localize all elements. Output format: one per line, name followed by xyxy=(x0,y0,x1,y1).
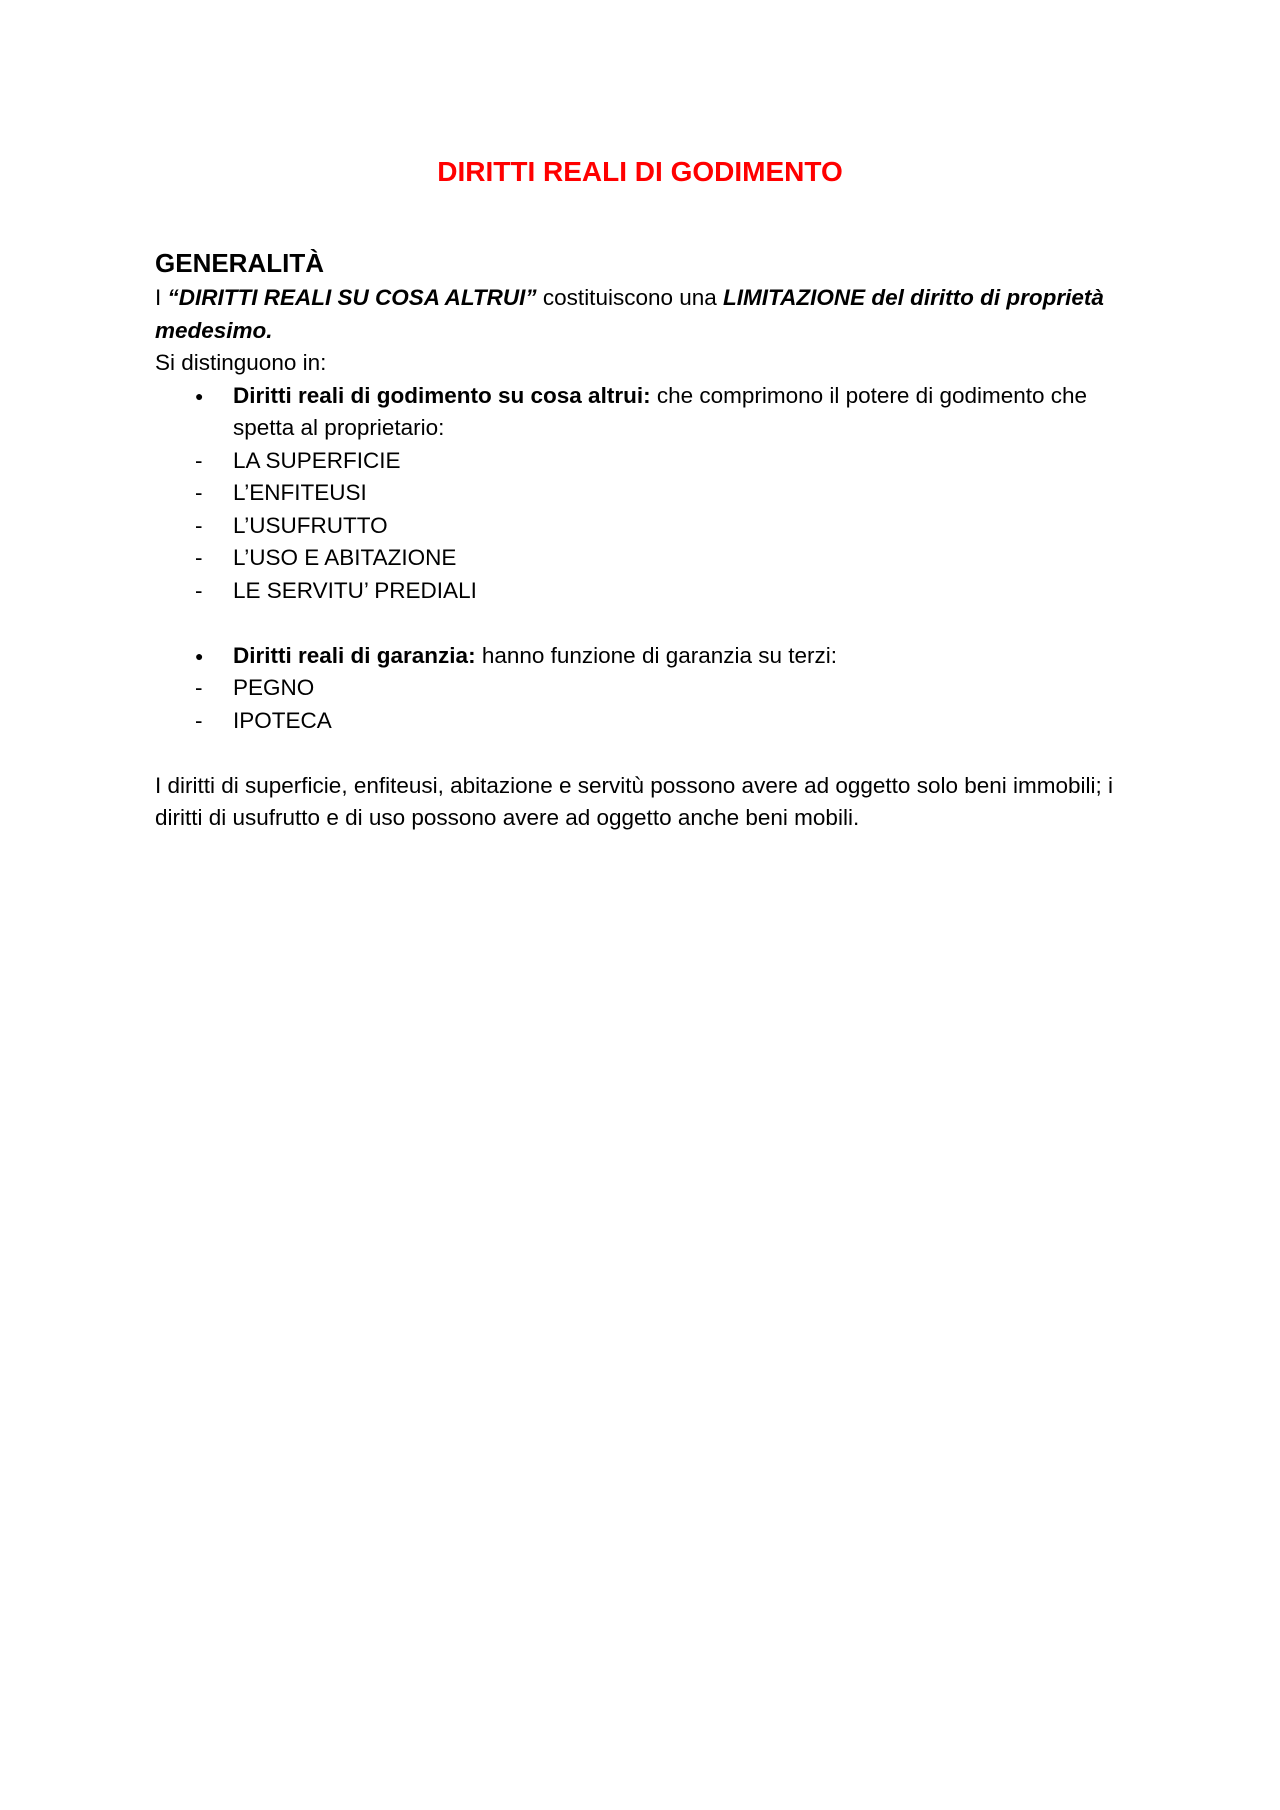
list-item-label: IPOTECA xyxy=(233,707,332,733)
bullet-icon: ● xyxy=(195,647,204,664)
list-item-label: PEGNO xyxy=(233,675,315,700)
distinguish-line: Si distinguono in: xyxy=(155,350,327,375)
bullet-text: hanno funzione di garanzia su terzi: xyxy=(475,642,838,668)
spacer xyxy=(155,737,1115,770)
document-title: DIRITTI REALI DI GODIMENTO xyxy=(437,156,843,187)
dash-icon: - xyxy=(195,447,203,473)
intro-paragraph xyxy=(155,282,1115,347)
bullet-text: che comprimono il potere di godimento che spetta al proprietario: xyxy=(233,382,1088,440)
closing-paragraph: I diritti di superficie, enfiteusi, abitazione e servitù possono avere ad oggetto solo beni immobili; i diritti di usufrutto e di uso possono avere ad oggetto anche beni mobili. xyxy=(155,772,1114,830)
list-item xyxy=(155,672,1115,705)
section-heading: GENERALITÀ xyxy=(155,248,324,278)
list-item-label: LA SUPERFICIE xyxy=(233,447,401,473)
bullet-label: Diritti reali di garanzia: xyxy=(233,642,476,668)
intro-emphasis: LIMITAZIONE del diritto di proprietà medesimo. xyxy=(155,285,1104,343)
list-item-label: L’ENFITEUSI xyxy=(233,480,367,505)
list-item-label: LE SERVITU’ PREDIALI xyxy=(233,577,477,603)
dash-icon: - xyxy=(195,675,203,700)
bullet-label: Diritti reali di godimento su cosa altrui: xyxy=(233,382,651,408)
list-item xyxy=(155,445,1115,478)
dash-icon: - xyxy=(195,480,203,505)
dash-icon: - xyxy=(195,545,203,570)
list-item-label: L’USO E ABITAZIONE xyxy=(233,545,457,570)
list-item xyxy=(155,477,1115,510)
intro-prefix: I xyxy=(155,285,168,310)
dash-icon: - xyxy=(195,707,203,733)
list-item xyxy=(155,542,1115,575)
dash-icon: - xyxy=(195,577,203,603)
list-item xyxy=(155,705,1115,738)
bullet-icon: ● xyxy=(195,387,204,404)
bullet-item-garanzia xyxy=(155,640,1115,673)
list-item-label: L’USUFRUTTO xyxy=(233,512,388,538)
list-item xyxy=(155,510,1115,543)
document-body xyxy=(155,246,1115,835)
list-item xyxy=(155,575,1115,608)
intro-term: “DIRITTI REALI SU COSA ALTRUI” xyxy=(167,285,537,310)
dash-icon: - xyxy=(195,512,203,538)
intro-middle: costituiscono una xyxy=(536,285,724,310)
bullet-item-godimento xyxy=(155,380,1115,445)
spacer xyxy=(155,607,1115,640)
